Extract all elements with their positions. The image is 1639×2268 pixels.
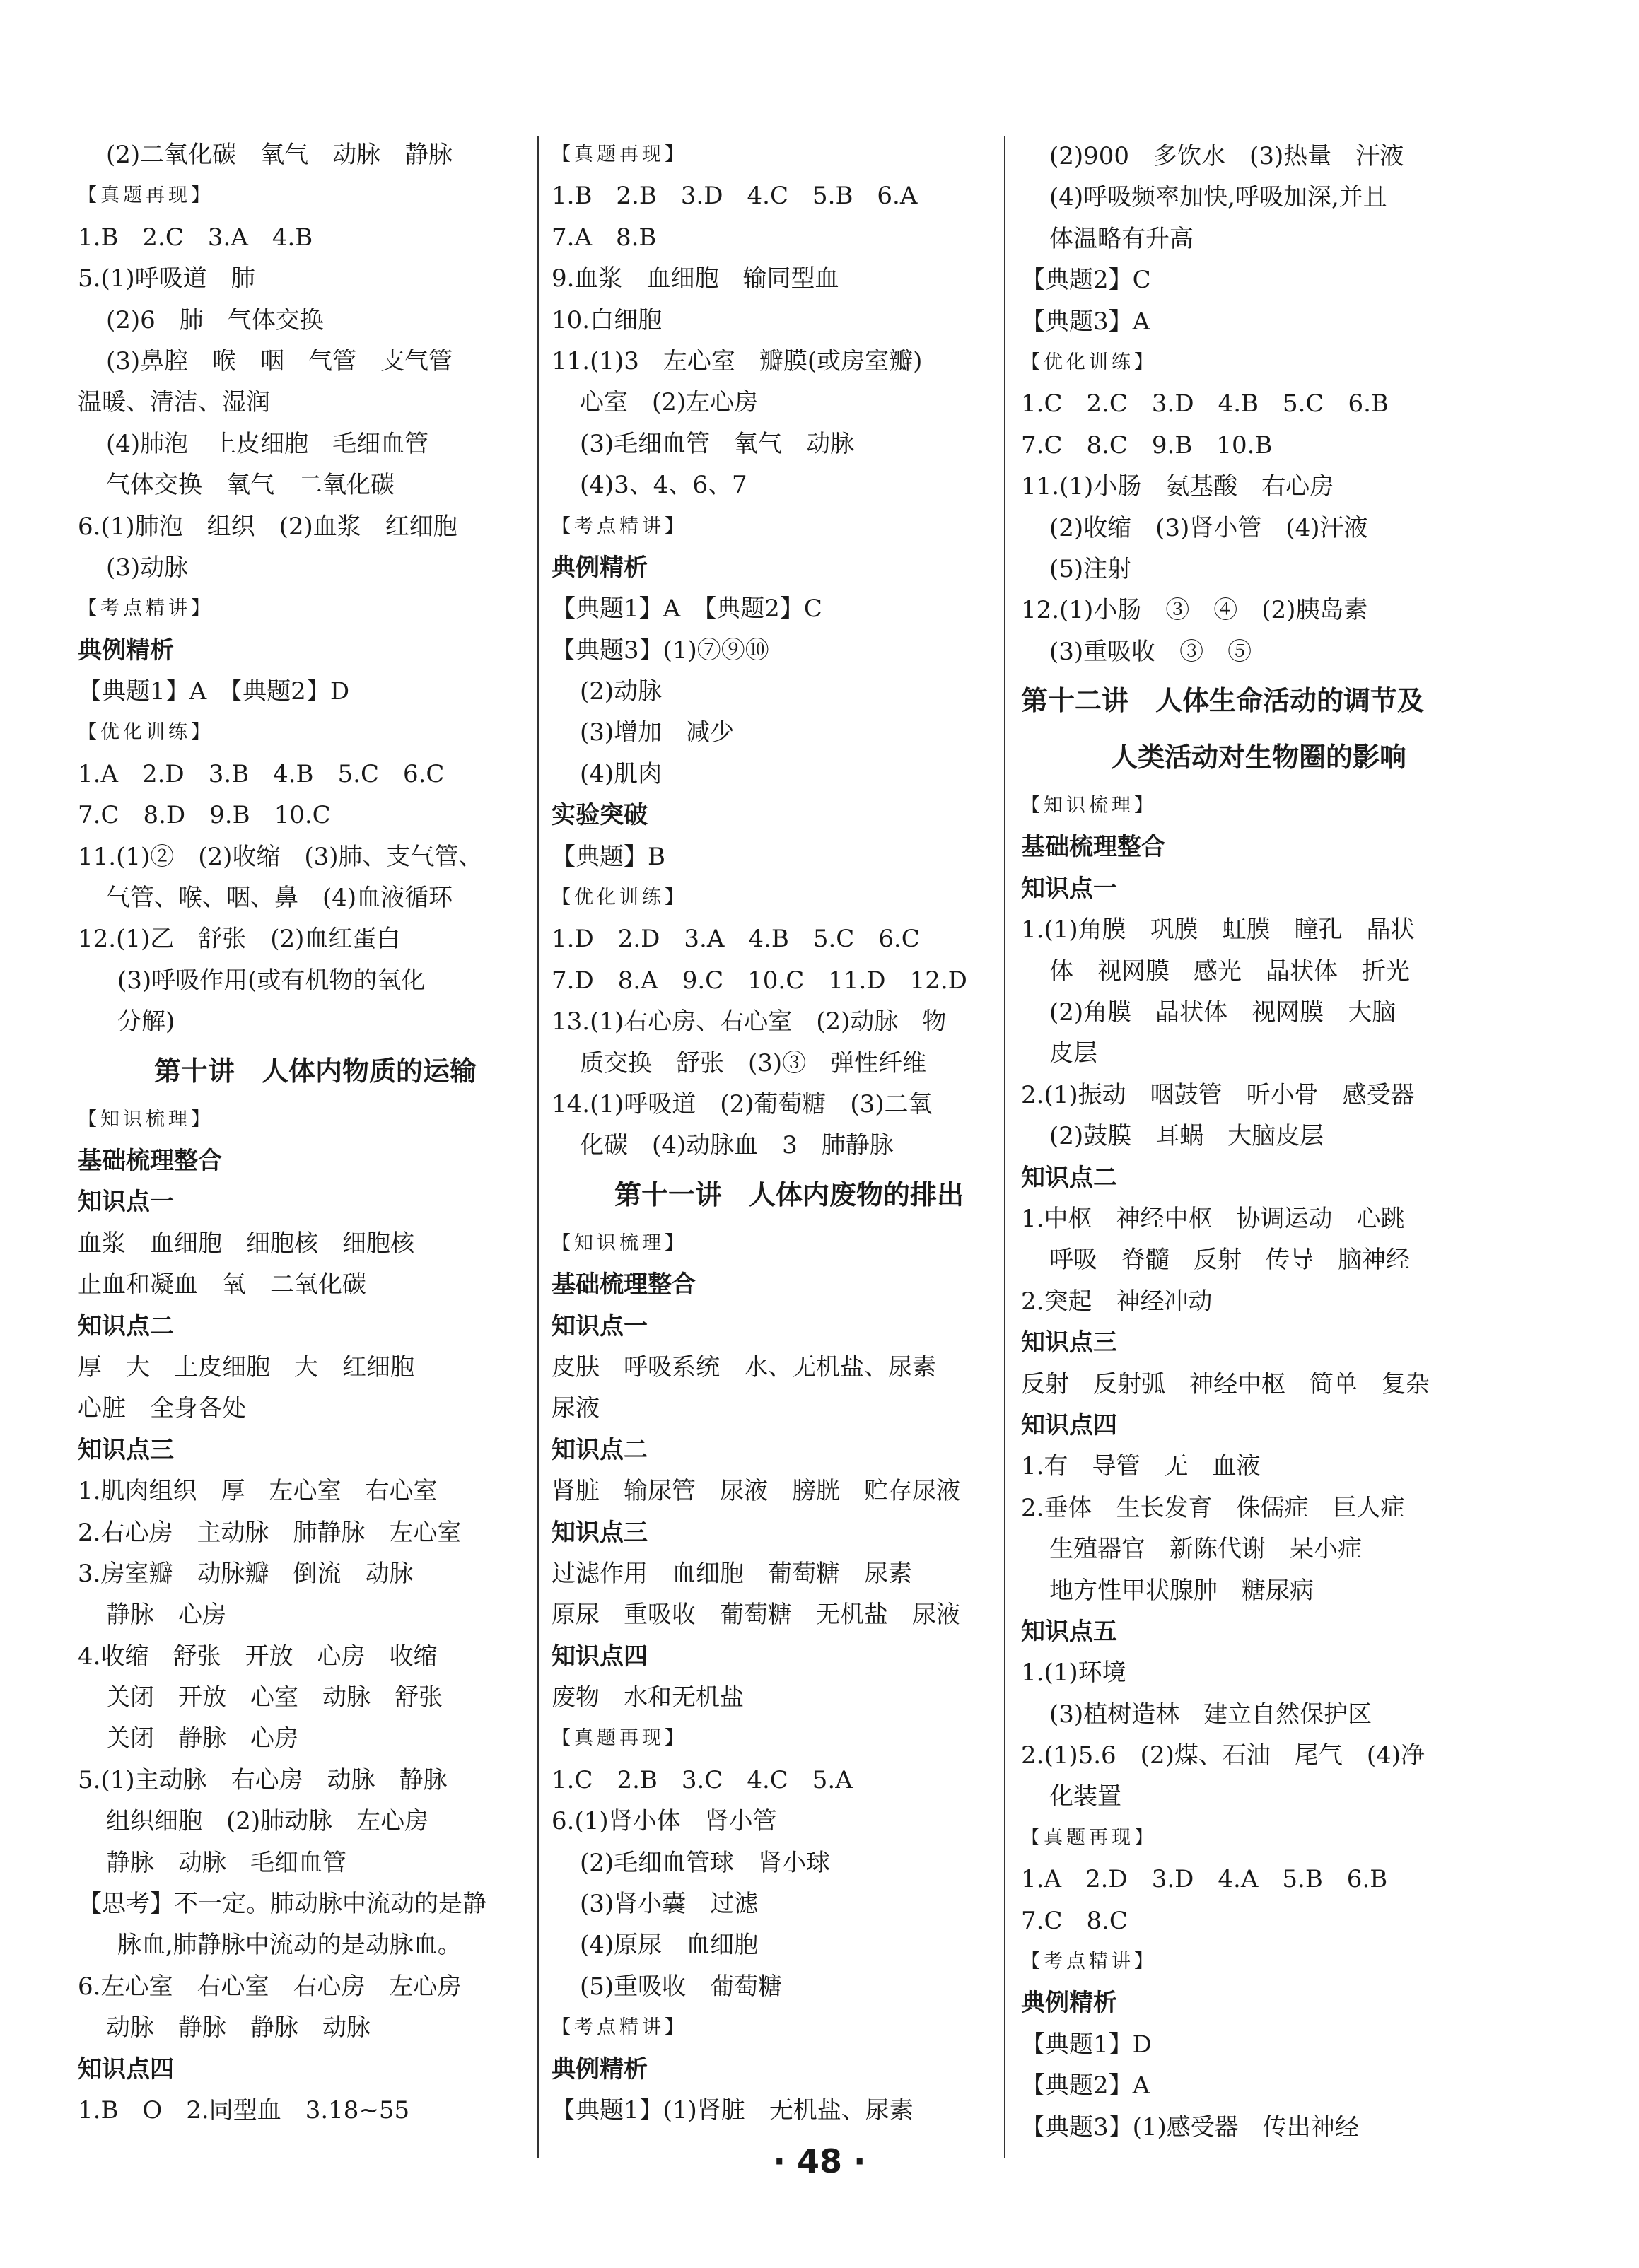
answer-line: 6.(1)肾小体 肾小管 <box>552 1807 777 1836</box>
answer-line: 组织细胞 (2)肺动脉 左心房 <box>106 1807 429 1836</box>
answer-line: 1.B O 2.同型血 3.18~55 <box>78 2095 410 2124</box>
answer-line: 3.房室瓣 动脉瓣 倒流 动脉 <box>78 1559 414 1588</box>
answer-line: 7.C 8.D 9.B 10.C <box>78 801 331 830</box>
answer-line: 7.D 8.A 9.C 10.C 11.D 12.D <box>552 966 967 995</box>
answer-line: 血浆 血细胞 细胞核 细胞核 <box>78 1229 414 1258</box>
subheading: 典例精析 <box>78 636 174 665</box>
answer-line: 关闭 静脉 心房 <box>106 1724 298 1753</box>
subheading: 知识点二 <box>552 1435 648 1464</box>
answer-line: 体 视网膜 感光 晶状体 折光 <box>1049 957 1410 986</box>
answer-line: 1.有 导管 无 血液 <box>1021 1452 1261 1481</box>
subheading: 知识点三 <box>552 1518 648 1547</box>
answer-line: 1.A 2.D 3.B 4.B 5.C 6.C <box>78 759 445 788</box>
subheading: 基础梳理整合 <box>78 1146 222 1175</box>
answer-line: 9.血浆 血细胞 输同型血 <box>552 264 839 293</box>
answer-line: (4)肺泡 上皮细胞 毛细血管 <box>106 429 429 458</box>
answer-line: (5)注射 <box>1049 554 1132 583</box>
answer-line: 【典题1】D <box>1021 2030 1152 2059</box>
answer-line: 尿液 <box>552 1394 600 1423</box>
answer-line: 5.(1)主动脉 右心房 动脉 静脉 <box>78 1765 448 1794</box>
answer-line: 【典题3】(1)⑦⑨⑩ <box>552 636 769 665</box>
section-title: 第十二讲 人体生命活动的调节及 <box>1021 685 1425 717</box>
answer-line: 12.(1)乙 舒张 (2)血红蛋白 <box>78 925 401 954</box>
answer-line: 1.肌肉组织 厚 左心室 右心室 <box>78 1477 438 1506</box>
answer-line: 化碳 (4)动脉血 3 肺静脉 <box>580 1131 894 1160</box>
answer-line: 质交换 舒张 (3)③ 弹性纤维 <box>580 1048 927 1077</box>
subheading: 知识点四 <box>1021 1410 1117 1439</box>
answer-line: 11.(1)② (2)收缩 (3)肺、支气管、 <box>78 842 483 871</box>
answer-line: 体温略有升高 <box>1049 224 1194 253</box>
subheading: 典例精析 <box>552 2054 648 2083</box>
answer-line: (2)毛细血管球 肾小球 <box>580 1848 831 1877</box>
answer-line: 1.C 2.B 3.C 4.C 5.A <box>552 1765 853 1794</box>
answer-line: 呼吸 脊髓 反射 传导 脑神经 <box>1049 1246 1410 1275</box>
subheading: 知识点二 <box>1021 1163 1117 1192</box>
answer-line: 7.C 8.C <box>1021 1906 1128 1935</box>
answer-line: (4)3、4、6、7 <box>580 471 747 500</box>
answer-line: 关闭 开放 心室 动脉 舒张 <box>106 1683 443 1712</box>
section-tag: 【知识梳理】 <box>1021 795 1157 817</box>
subheading: 知识点三 <box>78 1435 174 1464</box>
answer-line: (4)呼吸频率加快,呼吸加深,并且 <box>1049 183 1387 212</box>
answer-line: 皮肤 呼吸系统 水、无机盐、尿素 <box>552 1352 936 1381</box>
answer-line: 2.垂体 生长发育 侏儒症 巨人症 <box>1021 1493 1405 1522</box>
subheading: 知识点三 <box>1021 1328 1117 1357</box>
section-tag: 【真题再现】 <box>552 144 687 165</box>
answer-line: 分解) <box>117 1007 175 1036</box>
answer-line: 静脉 心房 <box>106 1601 226 1630</box>
answer-line: 生殖器官 新陈代谢 呆小症 <box>1049 1535 1362 1564</box>
section-title: 第十一讲 人体内废物的排出 <box>614 1179 964 1210</box>
answer-line: 12.(1)小肠 ③ ④ (2)胰岛素 <box>1021 596 1368 625</box>
subheading: 基础梳理整合 <box>1021 833 1165 862</box>
section-tag: 【真题再现】 <box>78 185 214 207</box>
answer-line: 静脉 动脉 毛细血管 <box>106 1848 346 1877</box>
answer-line: 5.(1)呼吸道 肺 <box>78 264 255 293</box>
page-number: · 48 · <box>773 2142 866 2180</box>
answer-line: 【典题2】A <box>1021 2071 1150 2100</box>
section-tag: 【真题再现】 <box>1021 1826 1157 1849</box>
answer-line: 2.突起 神经冲动 <box>1021 1287 1213 1316</box>
answer-line: 2.(1)5.6 (2)煤、石油 尾气 (4)净 <box>1021 1741 1425 1770</box>
answer-line: 13.(1)右心房、右心室 (2)动脉 物 <box>552 1007 947 1036</box>
answer-line: 6.左心室 右心室 右心房 左心房 <box>78 1972 462 2001</box>
answer-line: (2)收缩 (3)肾小管 (4)汗液 <box>1049 513 1368 542</box>
subheading: 知识点四 <box>552 1642 648 1671</box>
answer-line: 地方性甲状腺肿 糖尿病 <box>1049 1576 1314 1605</box>
subheading: 知识点四 <box>78 2054 174 2083</box>
answer-line: 温暖、清洁、湿润 <box>78 388 270 417</box>
answer-line: 气管、喉、咽、鼻 (4)血液循环 <box>106 884 453 913</box>
answer-line: 4.收缩 舒张 开放 心房 收缩 <box>78 1642 438 1671</box>
answer-line: 7.C 8.C 9.B 10.B <box>1021 431 1273 460</box>
subheading: 典例精析 <box>552 553 648 582</box>
answer-line: 废物 水和无机盐 <box>552 1683 744 1712</box>
answer-line: (3)肾小囊 过滤 <box>580 1890 759 1919</box>
answer-line: 【典题2】C <box>1021 266 1151 295</box>
answer-column-3 <box>1021 136 1496 2148</box>
answer-line: 脉血,肺静脉中流动的是动脉血。 <box>117 1931 462 1960</box>
answer-line: (4)肌肉 <box>580 759 663 788</box>
subheading: 知识点一 <box>78 1188 174 1217</box>
answer-line: 止血和凝血 氧 二氧化碳 <box>78 1270 366 1299</box>
answer-line: 【典题】B <box>552 842 665 871</box>
answer-line: 过滤作用 血细胞 葡萄糖 尿素 <box>552 1559 912 1588</box>
answer-line: 2.右心房 主动脉 肺静脉 左心室 <box>78 1518 462 1547</box>
subheading: 知识点五 <box>1021 1617 1117 1646</box>
answer-line: (3)毛细血管 氧气 动脉 <box>580 429 855 458</box>
section-tag: 【考点精讲】 <box>552 515 687 537</box>
answer-line: (2)鼓膜 耳蜗 大脑皮层 <box>1049 1122 1324 1151</box>
answer-line: 肾脏 输尿管 尿液 膀胱 贮存尿液 <box>552 1477 960 1506</box>
answer-line: (2)动脉 <box>580 677 663 706</box>
answer-line: 1.中枢 神经中枢 协调运动 心跳 <box>1021 1204 1405 1233</box>
answer-line: (3)植树造林 建立自然保护区 <box>1049 1700 1372 1729</box>
answer-line: 【典题3】(1)感受器 传出神经 <box>1021 2112 1359 2141</box>
answer-line: 1.B 2.B 3.D 4.C 5.B 6.A <box>552 182 918 211</box>
answer-line: 1.(1)角膜 巩膜 虹膜 瞳孔 晶状 <box>1021 916 1415 945</box>
answer-line: 10.白细胞 <box>552 305 663 334</box>
answer-line: 动脉 静脉 静脉 动脉 <box>106 2013 371 2042</box>
answer-line: (3)重吸收 ③ ⑤ <box>1049 637 1252 666</box>
section-tag: 【优化训练】 <box>78 721 214 744</box>
answer-line: (2)900 多饮水 (3)热量 汗液 <box>1049 142 1404 170</box>
answer-line: (3)鼻腔 喉 咽 气管 支气管 <box>106 346 453 375</box>
answer-line: 6.(1)肺泡 组织 (2)血浆 红细胞 <box>78 512 457 541</box>
subheading: 典例精析 <box>1021 1989 1117 2018</box>
section-tag: 【知识梳理】 <box>78 1108 214 1130</box>
answer-line: 1.B 2.C 3.A 4.B <box>78 223 313 252</box>
answer-line: 11.(1)3 左心室 瓣膜(或房室瓣) <box>552 346 923 375</box>
answer-line: (2)6 肺 气体交换 <box>106 305 324 334</box>
answer-line: (2)二氧化碳 氧气 动脉 静脉 <box>106 141 453 169</box>
answer-column-2 <box>552 134 1027 2131</box>
section-tag: 【知识梳理】 <box>552 1232 687 1254</box>
subheading: 知识点一 <box>552 1311 648 1340</box>
answer-line: 厚 大 上皮细胞 大 红细胞 <box>78 1352 414 1381</box>
answer-line: 2.(1)振动 咽鼓管 听小骨 感受器 <box>1021 1080 1415 1109</box>
section-tag: 【优化训练】 <box>1021 351 1157 373</box>
answer-line: 【典题1】A 【典题2】D <box>78 677 350 706</box>
answer-line: 14.(1)呼吸道 (2)葡萄糖 (3)二氧 <box>552 1089 933 1118</box>
section-title: 第十讲 人体内物质的运输 <box>153 1055 477 1087</box>
answer-line: 1.(1)环境 <box>1021 1659 1126 1688</box>
answer-line: 反射 反射弧 神经中枢 简单 复杂 <box>1021 1369 1430 1398</box>
subheading: 知识点二 <box>78 1311 174 1340</box>
answer-line: (5)重吸收 葡萄糖 <box>580 1972 783 2001</box>
section-tag: 【考点精讲】 <box>78 597 214 620</box>
answer-line: (3)动脉 <box>106 553 189 582</box>
answer-line: 1.C 2.C 3.D 4.B 5.C 6.B <box>1021 390 1389 419</box>
answer-line: 1.A 2.D 3.D 4.A 5.B 6.B <box>1021 1865 1388 1894</box>
answer-line: (4)原尿 血细胞 <box>580 1931 759 1960</box>
answer-line: 【典题1】A 【典题2】C <box>552 595 822 624</box>
answer-line: (3)呼吸作用(或有机物的氧化 <box>117 966 426 995</box>
answer-line: 心脏 全身各处 <box>78 1394 246 1423</box>
answer-line: 【思考】不一定。肺动脉中流动的是静 <box>78 1890 486 1919</box>
answer-line: 心室 (2)左心房 <box>580 388 759 417</box>
answer-line: (3)增加 减少 <box>580 718 735 747</box>
answer-line: 化装置 <box>1049 1782 1121 1811</box>
answer-line: (2)角膜 晶状体 视网膜 大脑 <box>1049 998 1396 1027</box>
section-tag: 【考点精讲】 <box>552 2016 687 2039</box>
section-title: 人类活动对生物圈的影响 <box>1110 742 1406 773</box>
answer-line: 11.(1)小肠 氨基酸 右心房 <box>1021 472 1334 501</box>
section-tag: 【优化训练】 <box>552 887 687 909</box>
subheading: 实验突破 <box>552 801 648 830</box>
answer-line: 皮层 <box>1049 1039 1097 1068</box>
section-tag: 【考点精讲】 <box>1021 1951 1157 1973</box>
answer-column-1 <box>78 134 553 2131</box>
subheading: 知识点一 <box>1021 874 1117 903</box>
answer-line: 【典题3】A <box>1021 307 1150 336</box>
answer-line: 【典题1】(1)肾脏 无机盐、尿素 <box>552 2095 914 2124</box>
answer-line: 1.D 2.D 3.A 4.B 5.C 6.C <box>552 925 920 954</box>
section-tag: 【真题再现】 <box>552 1727 687 1750</box>
answer-line: 7.A 8.B <box>552 223 657 252</box>
subheading: 基础梳理整合 <box>552 1270 696 1299</box>
answer-line: 气体交换 氧气 二氧化碳 <box>106 471 395 500</box>
answer-line: 原尿 重吸收 葡萄糖 无机盐 尿液 <box>552 1601 960 1630</box>
